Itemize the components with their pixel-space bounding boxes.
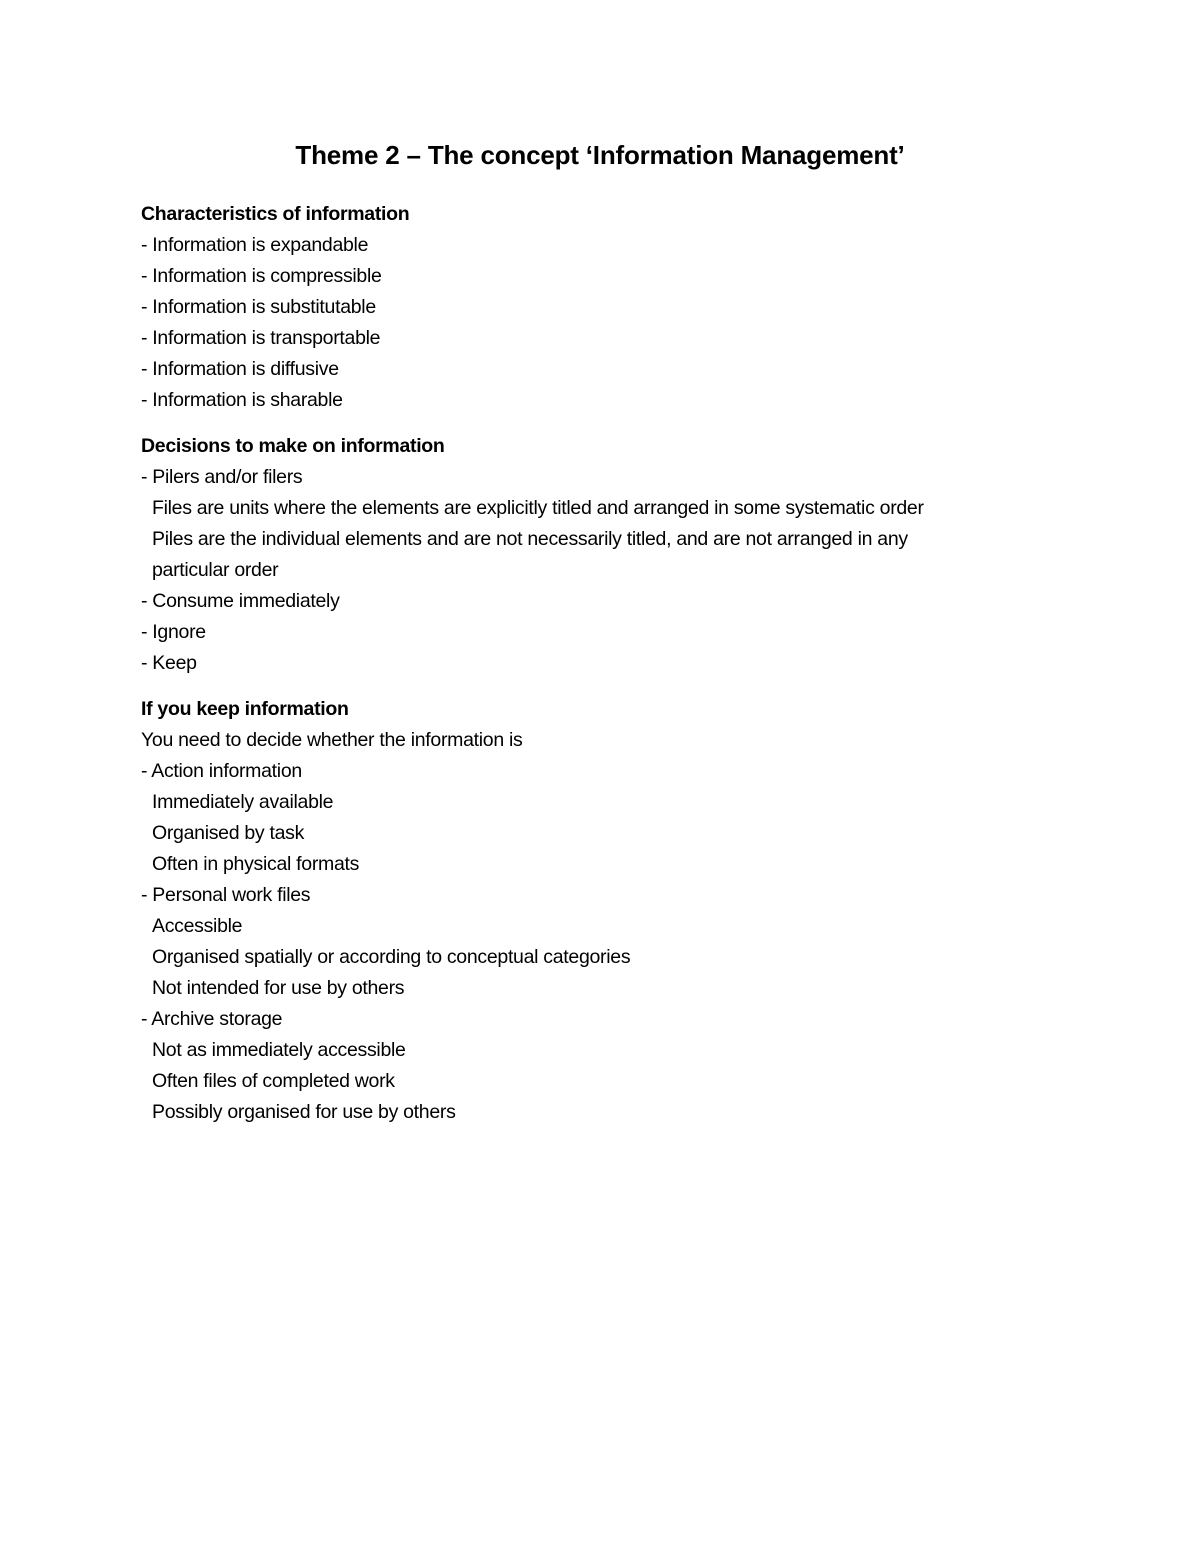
list-item: - Archive storage [141, 1008, 283, 1030]
page-title: Theme 2 – The concept ‘Information Management’ [295, 140, 905, 170]
list-item: - Information is substitutable [141, 296, 376, 318]
list-item-detail: Piles are the individual elements and are not necessarily titled, and are not arranged in any [152, 528, 908, 550]
list-item-detail: Possibly organised for use by others [152, 1101, 456, 1123]
list-item: - Information is transportable [141, 327, 381, 349]
list-item: - Pilers and/or filers [141, 466, 303, 488]
list-item-detail: Often in physical formats [152, 853, 360, 875]
list-item-detail: Organised by task [152, 822, 305, 844]
list-item: - Information is sharable [141, 389, 343, 411]
section-keep [141, 694, 1101, 1128]
list-item: - Information is expandable [141, 234, 369, 256]
list-item: - Information is diffusive [141, 358, 339, 380]
section-decisions [141, 431, 1101, 679]
section-heading: If you keep information [141, 698, 349, 720]
list-item-detail: Files are units where the elements are explicitly titled and arranged in some systematic order [152, 497, 924, 519]
section-heading: Characteristics of information [141, 203, 410, 225]
list-item: - Information is compressible [141, 265, 382, 287]
section-intro: You need to decide whether the information is [141, 729, 523, 751]
section-spacer [141, 679, 1101, 694]
section-heading: Decisions to make on information [141, 435, 445, 457]
list-item: - Consume immediately [141, 590, 340, 612]
list-item: - Ignore [141, 621, 206, 643]
list-item: - Personal work files [141, 884, 311, 906]
list-item-detail: Organised spatially or according to conceptual categories [152, 946, 631, 968]
list-item-detail: Often files of completed work [152, 1070, 395, 1092]
list-item-detail: Accessible [152, 915, 243, 937]
section-characteristics [141, 199, 1101, 416]
list-item-detail: Immediately available [152, 791, 334, 813]
list-item-detail: Not as immediately accessible [152, 1039, 406, 1061]
list-item-detail: particular order [152, 559, 279, 581]
list-item: - Action information [141, 760, 302, 782]
document-body [141, 199, 1101, 1128]
list-item: - Keep [141, 652, 197, 674]
section-spacer [141, 416, 1101, 431]
list-item-detail: Not intended for use by others [152, 977, 405, 999]
